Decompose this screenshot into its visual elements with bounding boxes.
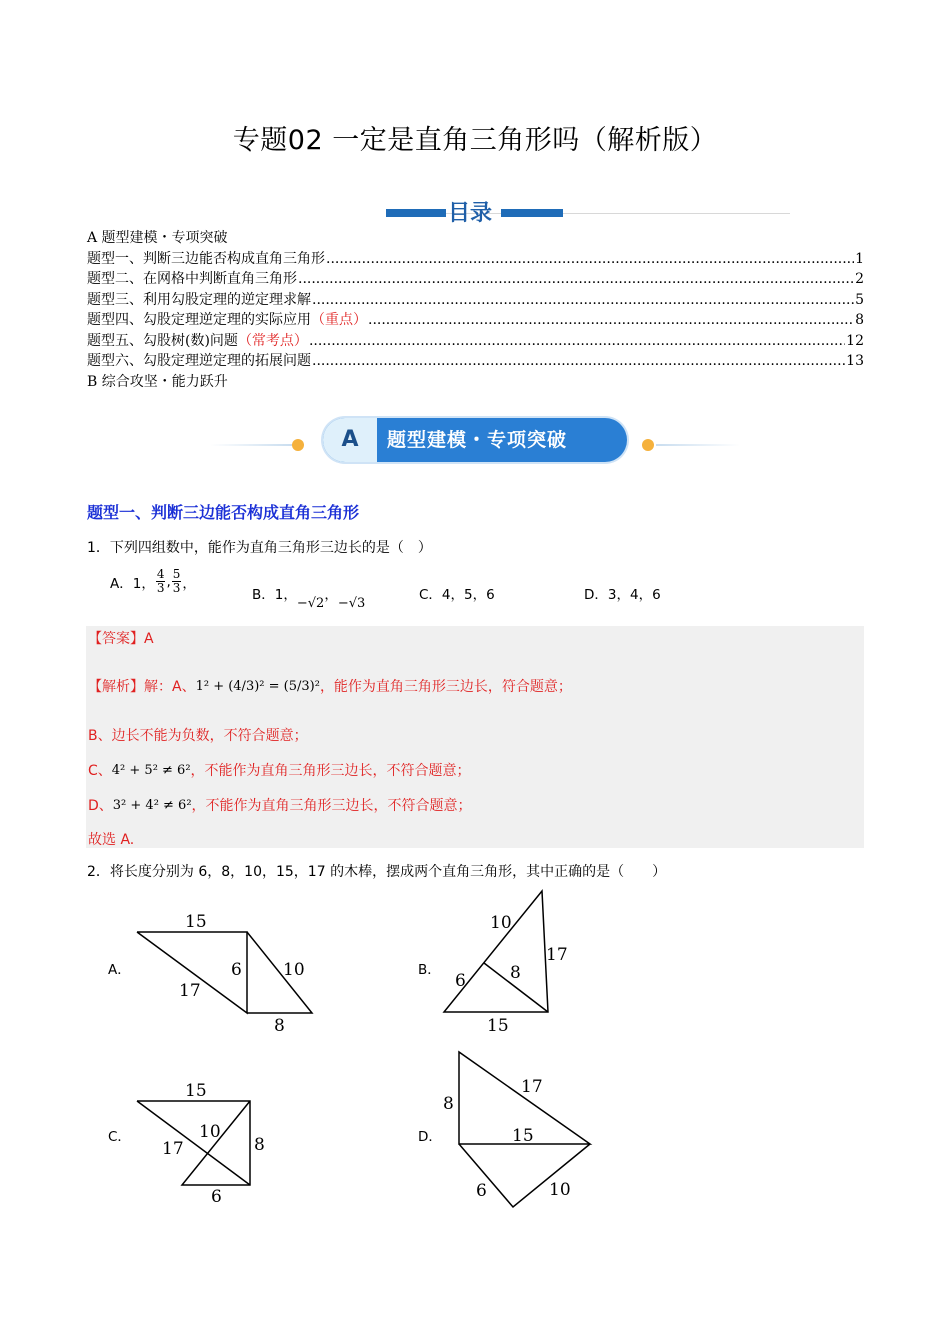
figure-label: 15	[185, 1081, 207, 1101]
banner-text: 题型建模・专项突破	[387, 429, 568, 451]
toc-item-page: 8	[855, 312, 864, 328]
q2-option-b-label: B．	[418, 962, 441, 978]
figure-label: 17	[546, 945, 568, 965]
figure-label: 15	[487, 1016, 509, 1036]
figure-label: 15	[512, 1126, 534, 1146]
q1-option-c: C．4，5，6	[419, 587, 495, 603]
section-heading: 题型一、判断三边能否构成直角三角形	[87, 503, 360, 522]
numerator: 4	[156, 567, 165, 581]
figure-label: 6	[476, 1181, 487, 1201]
option-a-prefix: A．1，	[110, 575, 155, 592]
figure-label: 17	[162, 1139, 184, 1159]
toc-item-page: 13	[846, 353, 864, 369]
option-b-value: −√3	[337, 596, 366, 611]
figure-label: 6	[231, 960, 242, 980]
toc-item-tag: （重点）	[311, 312, 367, 328]
toc-item-page: 12	[846, 332, 864, 349]
denominator: 3	[172, 581, 181, 595]
toc-item-page: 2	[855, 271, 864, 287]
toc-item-label: 题型一、判断三边能否构成直角三角形	[87, 250, 325, 267]
analysis-math: 3² + 4² ≠ 6²	[112, 797, 192, 813]
toc-item-label: 题型二、在网格中判断直角三角形	[87, 271, 297, 287]
option-b-prefix: B．1，	[252, 587, 297, 603]
toc-item-page: 1	[855, 250, 864, 267]
q1-option-a: A．1， $\frac{4}{3}$ , $\frac{5}{3}$ ，	[110, 567, 196, 595]
figure-label: 8	[254, 1135, 265, 1155]
numerator: 5	[172, 567, 181, 581]
q1-option-b: B．1，−√2，−√3	[252, 587, 366, 611]
analysis-label: 【解析】	[88, 679, 144, 695]
analysis-intro: 解：A、	[144, 679, 196, 695]
analysis-text: ，能作为直角三角形三边长，符合题意；	[319, 679, 572, 695]
option-b-value: −√2	[296, 596, 325, 611]
figure-b-shape	[444, 891, 548, 1012]
figure-label: 8	[274, 1016, 285, 1036]
analysis-prefix: D、	[88, 798, 113, 814]
question-1-stem: 1．下列四组数中，能作为直角三角形三边长的是（ ）	[87, 540, 432, 556]
denominator: 3	[156, 581, 165, 595]
analysis-math: 1² + (4/3)² = (5/3)²	[195, 678, 320, 694]
q2-option-c-label: C．	[108, 1129, 131, 1145]
figure-label: 10	[549, 1180, 571, 1200]
figure-label: 10	[199, 1122, 221, 1142]
q2-option-a-label: A．	[108, 962, 131, 978]
figure-label: 8	[443, 1094, 454, 1114]
q1-option-d: D．3，4，6	[584, 587, 661, 603]
q2-option-d-label: D．	[418, 1129, 442, 1145]
toc-item-tag: （常考点）	[237, 332, 308, 349]
analysis-text: ，不能作为直角三角形三边长，不符合题意；	[190, 763, 471, 779]
toc-item-label: 题型三、利用勾股定理的逆定理求解	[87, 291, 311, 308]
toc-section-b[interactable]: B 综合攻坚・能力跃升	[87, 373, 228, 390]
answer-label: 【答案】A	[88, 631, 154, 647]
toc-item-page: 5	[855, 291, 864, 308]
figure-label: 6	[211, 1187, 222, 1207]
figure-label: 17	[521, 1077, 543, 1097]
toc-item-label: 题型四、勾股定理逆定理的实际应用	[87, 312, 311, 328]
figure-label: 6	[455, 971, 466, 991]
analysis-conclusion: 故选 A.	[88, 832, 135, 848]
question-2-stem: 2．将长度分别为 6，8，10，15，17 的木棒，摆成两个直角三角形，其中正确的是（ ）	[87, 864, 667, 880]
toc-item-label: 题型六、勾股定理逆定理的拓展问题	[87, 353, 311, 369]
figure-label: 15	[185, 912, 207, 932]
toc-item-label: 题型五、勾股树(数)问题	[87, 332, 238, 349]
figure-label: 8	[510, 963, 521, 983]
page-title: 专题02 一定是直角三角形吗（解析版）	[232, 125, 718, 156]
toc-heading: 目录	[448, 201, 493, 226]
analysis-math: 4² + 5² ≠ 6²	[111, 762, 191, 778]
analysis-text: ，不能作为直角三角形三边长，不符合题意；	[191, 798, 472, 814]
toc-section-a[interactable]: A 题型建模・专项突破	[87, 230, 228, 246]
figure-label: 10	[283, 960, 305, 980]
banner-letter: A	[323, 418, 377, 462]
figure-c-shape	[137, 1101, 250, 1185]
analysis-line-b: B、边长不能为负数，不符合题意；	[88, 728, 308, 744]
figure-label: 10	[490, 913, 512, 933]
figure-label: 17	[179, 981, 201, 1001]
analysis-prefix: C、	[88, 763, 112, 779]
